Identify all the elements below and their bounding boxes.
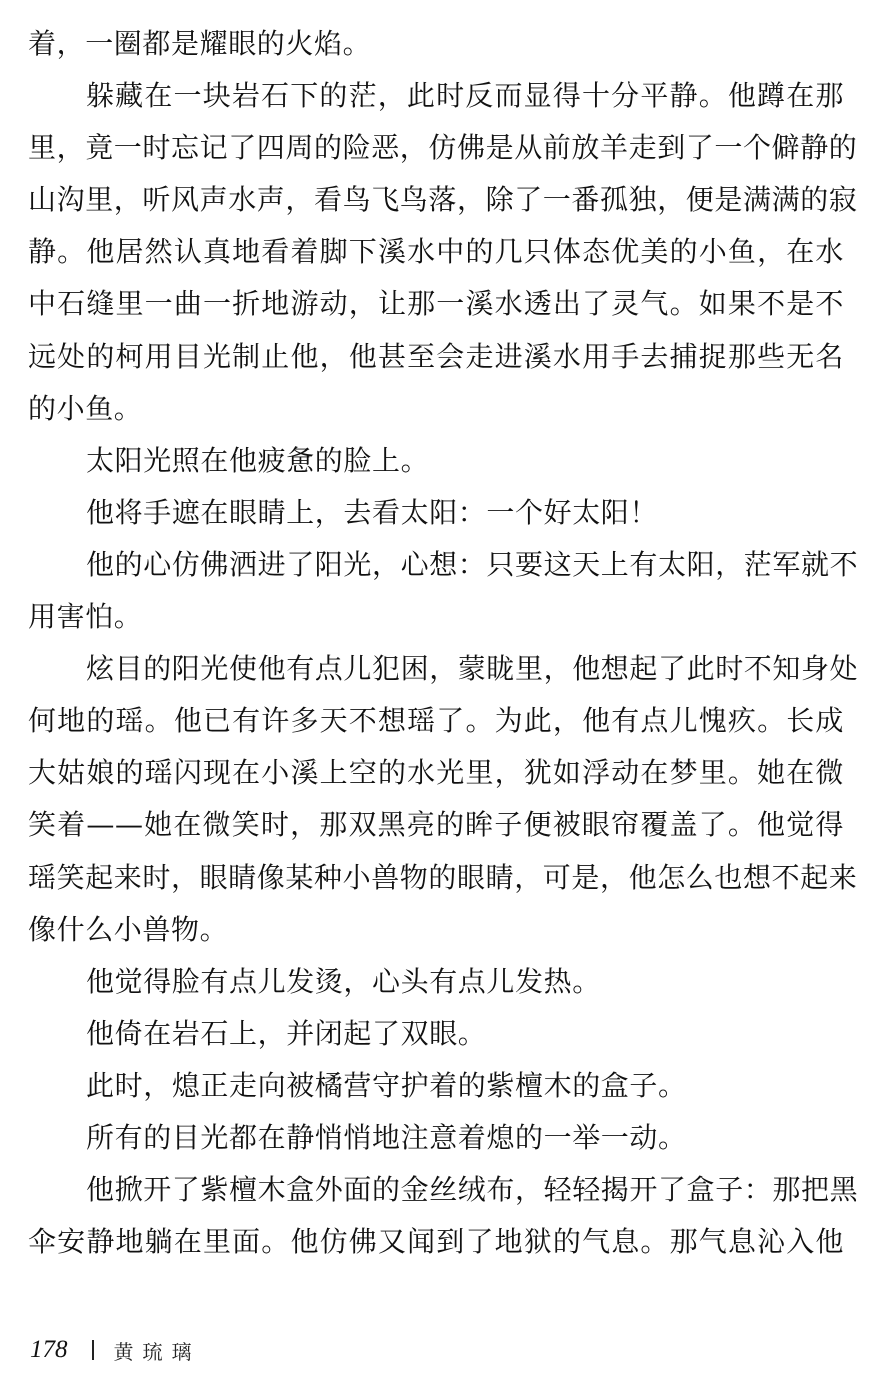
text-line: 炫目的阳光使他有点儿犯困，蒙眬里，他想起了此时不知身处 bbox=[86, 652, 859, 686]
text-line: 山沟里，听风声水声，看鸟飞鸟落，除了一番孤独，便是满满的寂 bbox=[28, 183, 858, 217]
text-line: 里，竟一时忘记了四周的险恶，仿佛是从前放羊走到了一个僻静的 bbox=[28, 131, 858, 165]
text-line: 躲藏在一块岩石下的茫，此时反而显得十分平静。他蹲在那 bbox=[86, 79, 844, 113]
text-line: 他将手遮在眼睛上，去看太阳：一个好太阳！ bbox=[86, 495, 659, 529]
text-line: 瑶笑起来时，眼睛像某种小兽物的眼睛，可是，他怎么也想不起来 bbox=[28, 860, 858, 894]
text-line: 用害怕。 bbox=[28, 600, 143, 634]
text-line: 此时，熄正走向被橘营守护着的紫檀木的盒子。 bbox=[86, 1068, 687, 1102]
text-line: 所有的目光都在静悄悄地注意着熄的一举一动。 bbox=[86, 1120, 687, 1154]
page-footer bbox=[30, 1332, 201, 1368]
text-line: 着，一圈都是耀眼的火焰。 bbox=[28, 27, 372, 60]
text-line: 大姑娘的瑶闪现在小溪上空的水光里，犹如浮动在梦里。她在微 bbox=[28, 756, 844, 790]
text-line: 何地的瑶。他已有许多天不想瑶了。为此，他有点儿愧疚。长成 bbox=[28, 704, 844, 738]
page-body-text bbox=[28, 18, 859, 1268]
text-line: 静。他居然认真地看着脚下溪水中的几只体态优美的小鱼，在水 bbox=[28, 235, 844, 269]
text-line: 的小鱼。 bbox=[28, 391, 143, 425]
text-line: 他倚在岩石上，并闭起了双眼。 bbox=[86, 1016, 487, 1050]
text-line: 太阳光照在他疲惫的脸上。 bbox=[86, 443, 430, 477]
text-line: 远处的柯用目光制止他，他甚至会走进溪水用手去捕捉那些无名 bbox=[28, 339, 844, 373]
text-line: 伞安静地躺在里面。他仿佛又闻到了地狱的气息。那气息沁入他 bbox=[28, 1225, 844, 1259]
text-line: 笑着——她在微笑时，那双黑亮的眸子便被眼帘覆盖了。他觉得 bbox=[28, 808, 844, 842]
text-line: 他掀开了紫檀木盒外面的金丝绒布，轻轻揭开了盒子：那把黑 bbox=[86, 1173, 859, 1207]
text-line: 他的心仿佛洒进了阳光，心想：只要这天上有太阳，茫军就不 bbox=[86, 547, 859, 581]
text-line: 他觉得脸有点儿发烫，心头有点儿发热。 bbox=[86, 964, 601, 998]
page-number: 178 bbox=[30, 1336, 68, 1363]
text-line: 像什么小兽物。 bbox=[28, 912, 229, 946]
footer-divider bbox=[92, 1340, 94, 1360]
text-line: 中石缝里一曲一折地游动，让那一溪水透出了灵气。如果不是不 bbox=[28, 287, 844, 321]
book-title: 黄琉璃 bbox=[113, 1339, 201, 1364]
